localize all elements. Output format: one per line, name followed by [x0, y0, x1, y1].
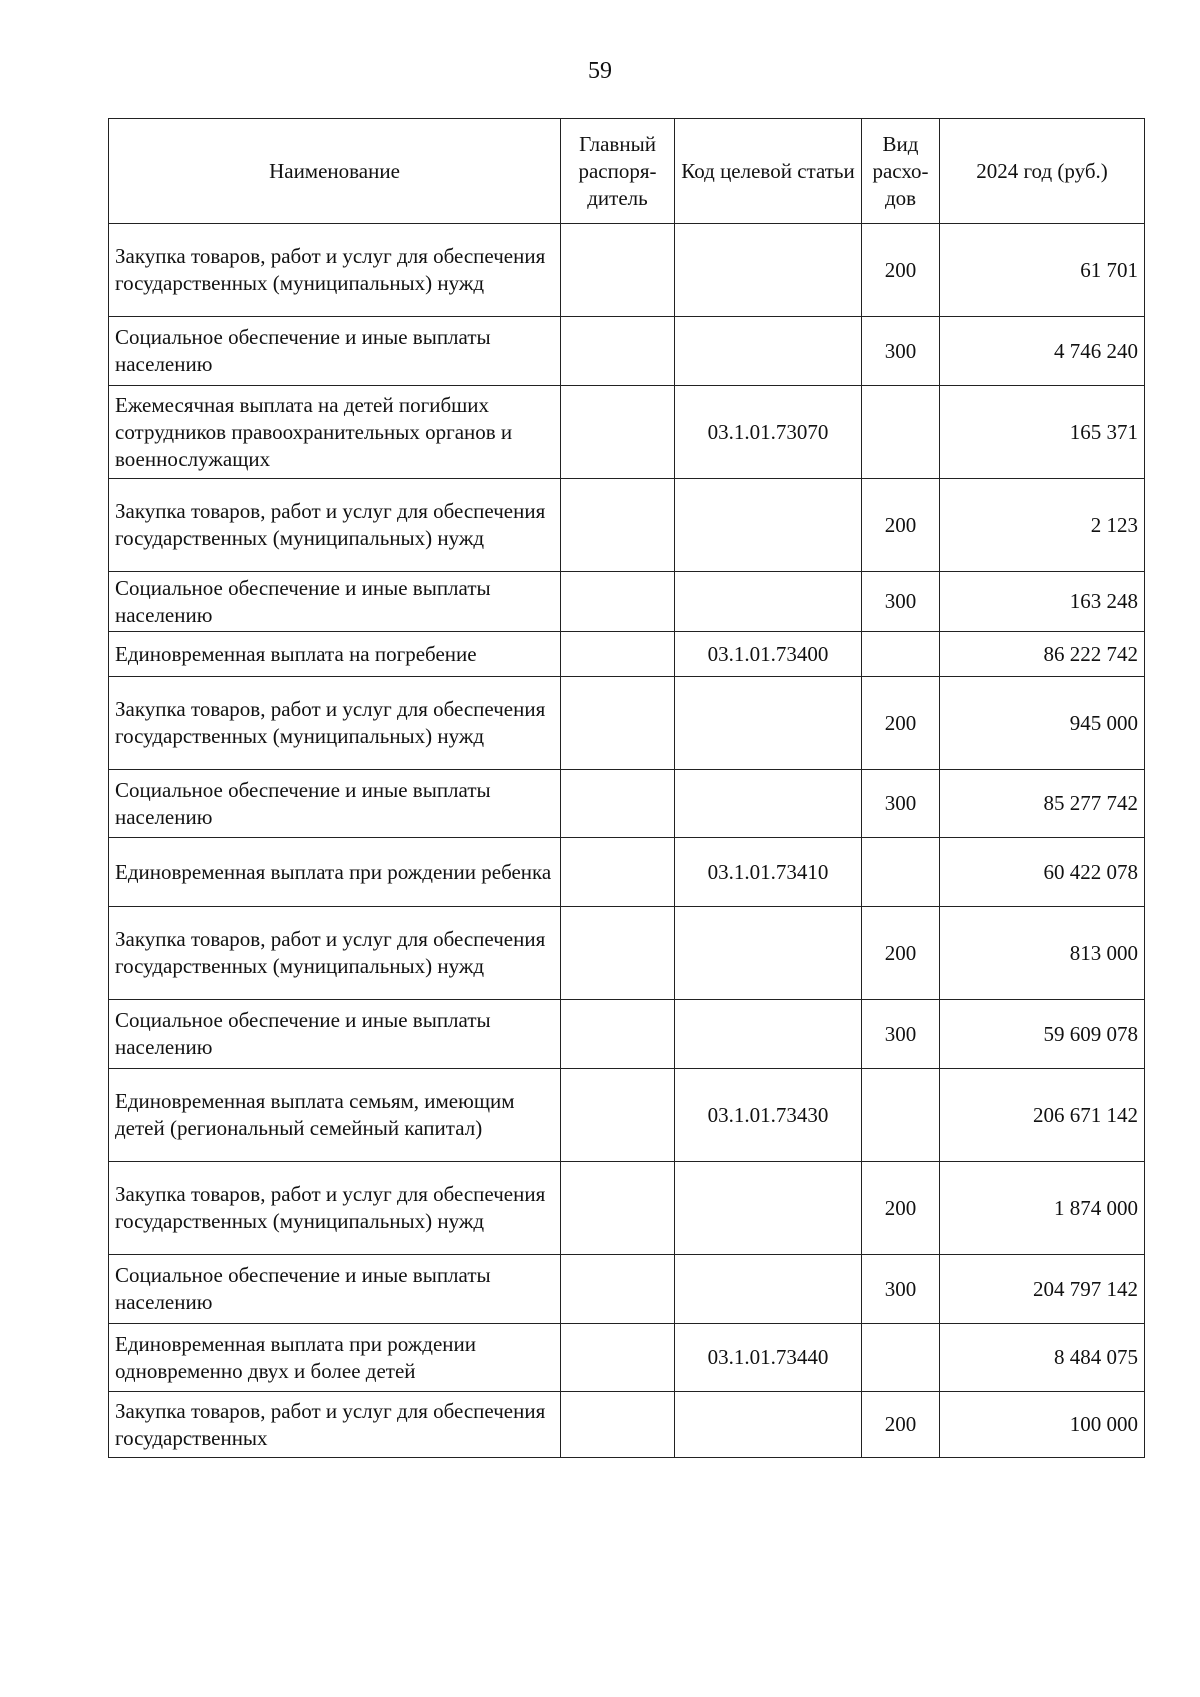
- cell-chief: [561, 677, 675, 770]
- cell-name: Ежемесячная выплата на детей погибших сотрудников правоохранительных органов и военнослужащих: [109, 386, 561, 479]
- cell-amount: 945 000: [940, 677, 1145, 770]
- cell-name: Единовременная выплата при рождении ребенка: [109, 838, 561, 907]
- header-row: [109, 119, 1145, 224]
- table-row: [109, 224, 1145, 317]
- cell-amount: 204 797 142: [940, 1255, 1145, 1324]
- cell-amount: 206 671 142: [940, 1069, 1145, 1162]
- cell-name: Закупка товаров, работ и услуг для обеспечения государственных (муниципальных) нужд: [109, 677, 561, 770]
- table-row: [109, 907, 1145, 1000]
- cell-code: [675, 1255, 862, 1324]
- table-row: [109, 1000, 1145, 1069]
- cell-name: Единовременная выплата при рождении одновременно двух и более детей: [109, 1324, 561, 1392]
- cell-code: 03.1.01.73430: [675, 1069, 862, 1162]
- cell-code: [675, 1392, 862, 1458]
- cell-chief: [561, 479, 675, 572]
- table-row: [109, 1255, 1145, 1324]
- header-year: 2024 год (руб.): [940, 119, 1145, 224]
- cell-amount: 163 248: [940, 572, 1145, 632]
- cell-type: 200: [862, 907, 940, 1000]
- budget-table: [108, 118, 1145, 1458]
- cell-name: Закупка товаров, работ и услуг для обеспечения государственных (муниципальных) нужд: [109, 479, 561, 572]
- cell-amount: 2 123: [940, 479, 1145, 572]
- cell-type: [862, 386, 940, 479]
- cell-type: 200: [862, 1162, 940, 1255]
- cell-type: 300: [862, 1255, 940, 1324]
- cell-type: [862, 838, 940, 907]
- cell-type: 200: [862, 1392, 940, 1458]
- cell-code: 03.1.01.73440: [675, 1324, 862, 1392]
- cell-amount: 165 371: [940, 386, 1145, 479]
- header-name: Наименование: [109, 119, 561, 224]
- cell-name: Социальное обеспечение и иные выплаты населению: [109, 572, 561, 632]
- cell-code: [675, 1162, 862, 1255]
- table-row: [109, 838, 1145, 907]
- cell-chief: [561, 770, 675, 838]
- table-row: [109, 1069, 1145, 1162]
- cell-name: Единовременная выплата семьям, имеющим детей (региональный семейный капитал): [109, 1069, 561, 1162]
- table-row: [109, 770, 1145, 838]
- cell-amount: 61 701: [940, 224, 1145, 317]
- table-row: [109, 1324, 1145, 1392]
- cell-name: Закупка товаров, работ и услуг для обеспечения государственных (муниципальных) нужд: [109, 224, 561, 317]
- cell-chief: [561, 386, 675, 479]
- cell-amount: 4 746 240: [940, 317, 1145, 386]
- cell-type: 300: [862, 317, 940, 386]
- cell-name: Социальное обеспечение и иные выплаты населению: [109, 770, 561, 838]
- cell-chief: [561, 1069, 675, 1162]
- cell-name: Социальное обеспечение и иные выплаты населению: [109, 317, 561, 386]
- cell-name: Закупка товаров, работ и услуг для обеспечения государственных (муниципальных) нужд: [109, 907, 561, 1000]
- cell-name: Единовременная выплата на погребение: [109, 632, 561, 677]
- cell-chief: [561, 838, 675, 907]
- cell-type: [862, 1324, 940, 1392]
- cell-code: [675, 1000, 862, 1069]
- cell-type: 300: [862, 1000, 940, 1069]
- cell-chief: [561, 1000, 675, 1069]
- cell-chief: [561, 1162, 675, 1255]
- cell-type: 200: [862, 479, 940, 572]
- header-chief: Главный распоря-дитель: [561, 119, 675, 224]
- cell-amount: 813 000: [940, 907, 1145, 1000]
- cell-amount: 59 609 078: [940, 1000, 1145, 1069]
- cell-name: Социальное обеспечение и иные выплаты населению: [109, 1255, 561, 1324]
- cell-chief: [561, 1392, 675, 1458]
- cell-code: [675, 677, 862, 770]
- cell-code: [675, 572, 862, 632]
- cell-type: [862, 632, 940, 677]
- header-code: Код целевой статьи: [675, 119, 862, 224]
- cell-type: 200: [862, 224, 940, 317]
- cell-code: 03.1.01.73410: [675, 838, 862, 907]
- cell-chief: [561, 317, 675, 386]
- cell-chief: [561, 632, 675, 677]
- cell-name: Закупка товаров, работ и услуг для обеспечения государственных: [109, 1392, 561, 1458]
- cell-chief: [561, 572, 675, 632]
- cell-code: 03.1.01.73400: [675, 632, 862, 677]
- cell-amount: 85 277 742: [940, 770, 1145, 838]
- cell-amount: 86 222 742: [940, 632, 1145, 677]
- cell-amount: 100 000: [940, 1392, 1145, 1458]
- cell-code: [675, 317, 862, 386]
- cell-amount: 1 874 000: [940, 1162, 1145, 1255]
- table-row: [109, 632, 1145, 677]
- table-row: [109, 572, 1145, 632]
- table-row: [109, 1162, 1145, 1255]
- table-row: [109, 479, 1145, 572]
- cell-code: [675, 907, 862, 1000]
- cell-code: [675, 224, 862, 317]
- table-row: [109, 677, 1145, 770]
- header-type: Вид расхо-дов: [862, 119, 940, 224]
- cell-chief: [561, 907, 675, 1000]
- cell-code: [675, 479, 862, 572]
- table-header: [109, 119, 1145, 224]
- cell-code: 03.1.01.73070: [675, 386, 862, 479]
- table-body: [109, 224, 1145, 1458]
- table-row: [109, 386, 1145, 479]
- table-row: [109, 1392, 1145, 1458]
- cell-type: 300: [862, 572, 940, 632]
- table-row: [109, 317, 1145, 386]
- cell-chief: [561, 224, 675, 317]
- cell-code: [675, 770, 862, 838]
- cell-amount: 8 484 075: [940, 1324, 1145, 1392]
- cell-type: 200: [862, 677, 940, 770]
- cell-chief: [561, 1255, 675, 1324]
- cell-amount: 60 422 078: [940, 838, 1145, 907]
- cell-type: [862, 1069, 940, 1162]
- cell-name: Социальное обеспечение и иные выплаты населению: [109, 1000, 561, 1069]
- cell-name: Закупка товаров, работ и услуг для обеспечения государственных (муниципальных) нужд: [109, 1162, 561, 1255]
- cell-chief: [561, 1324, 675, 1392]
- page-number: 59: [588, 58, 612, 84]
- cell-type: 300: [862, 770, 940, 838]
